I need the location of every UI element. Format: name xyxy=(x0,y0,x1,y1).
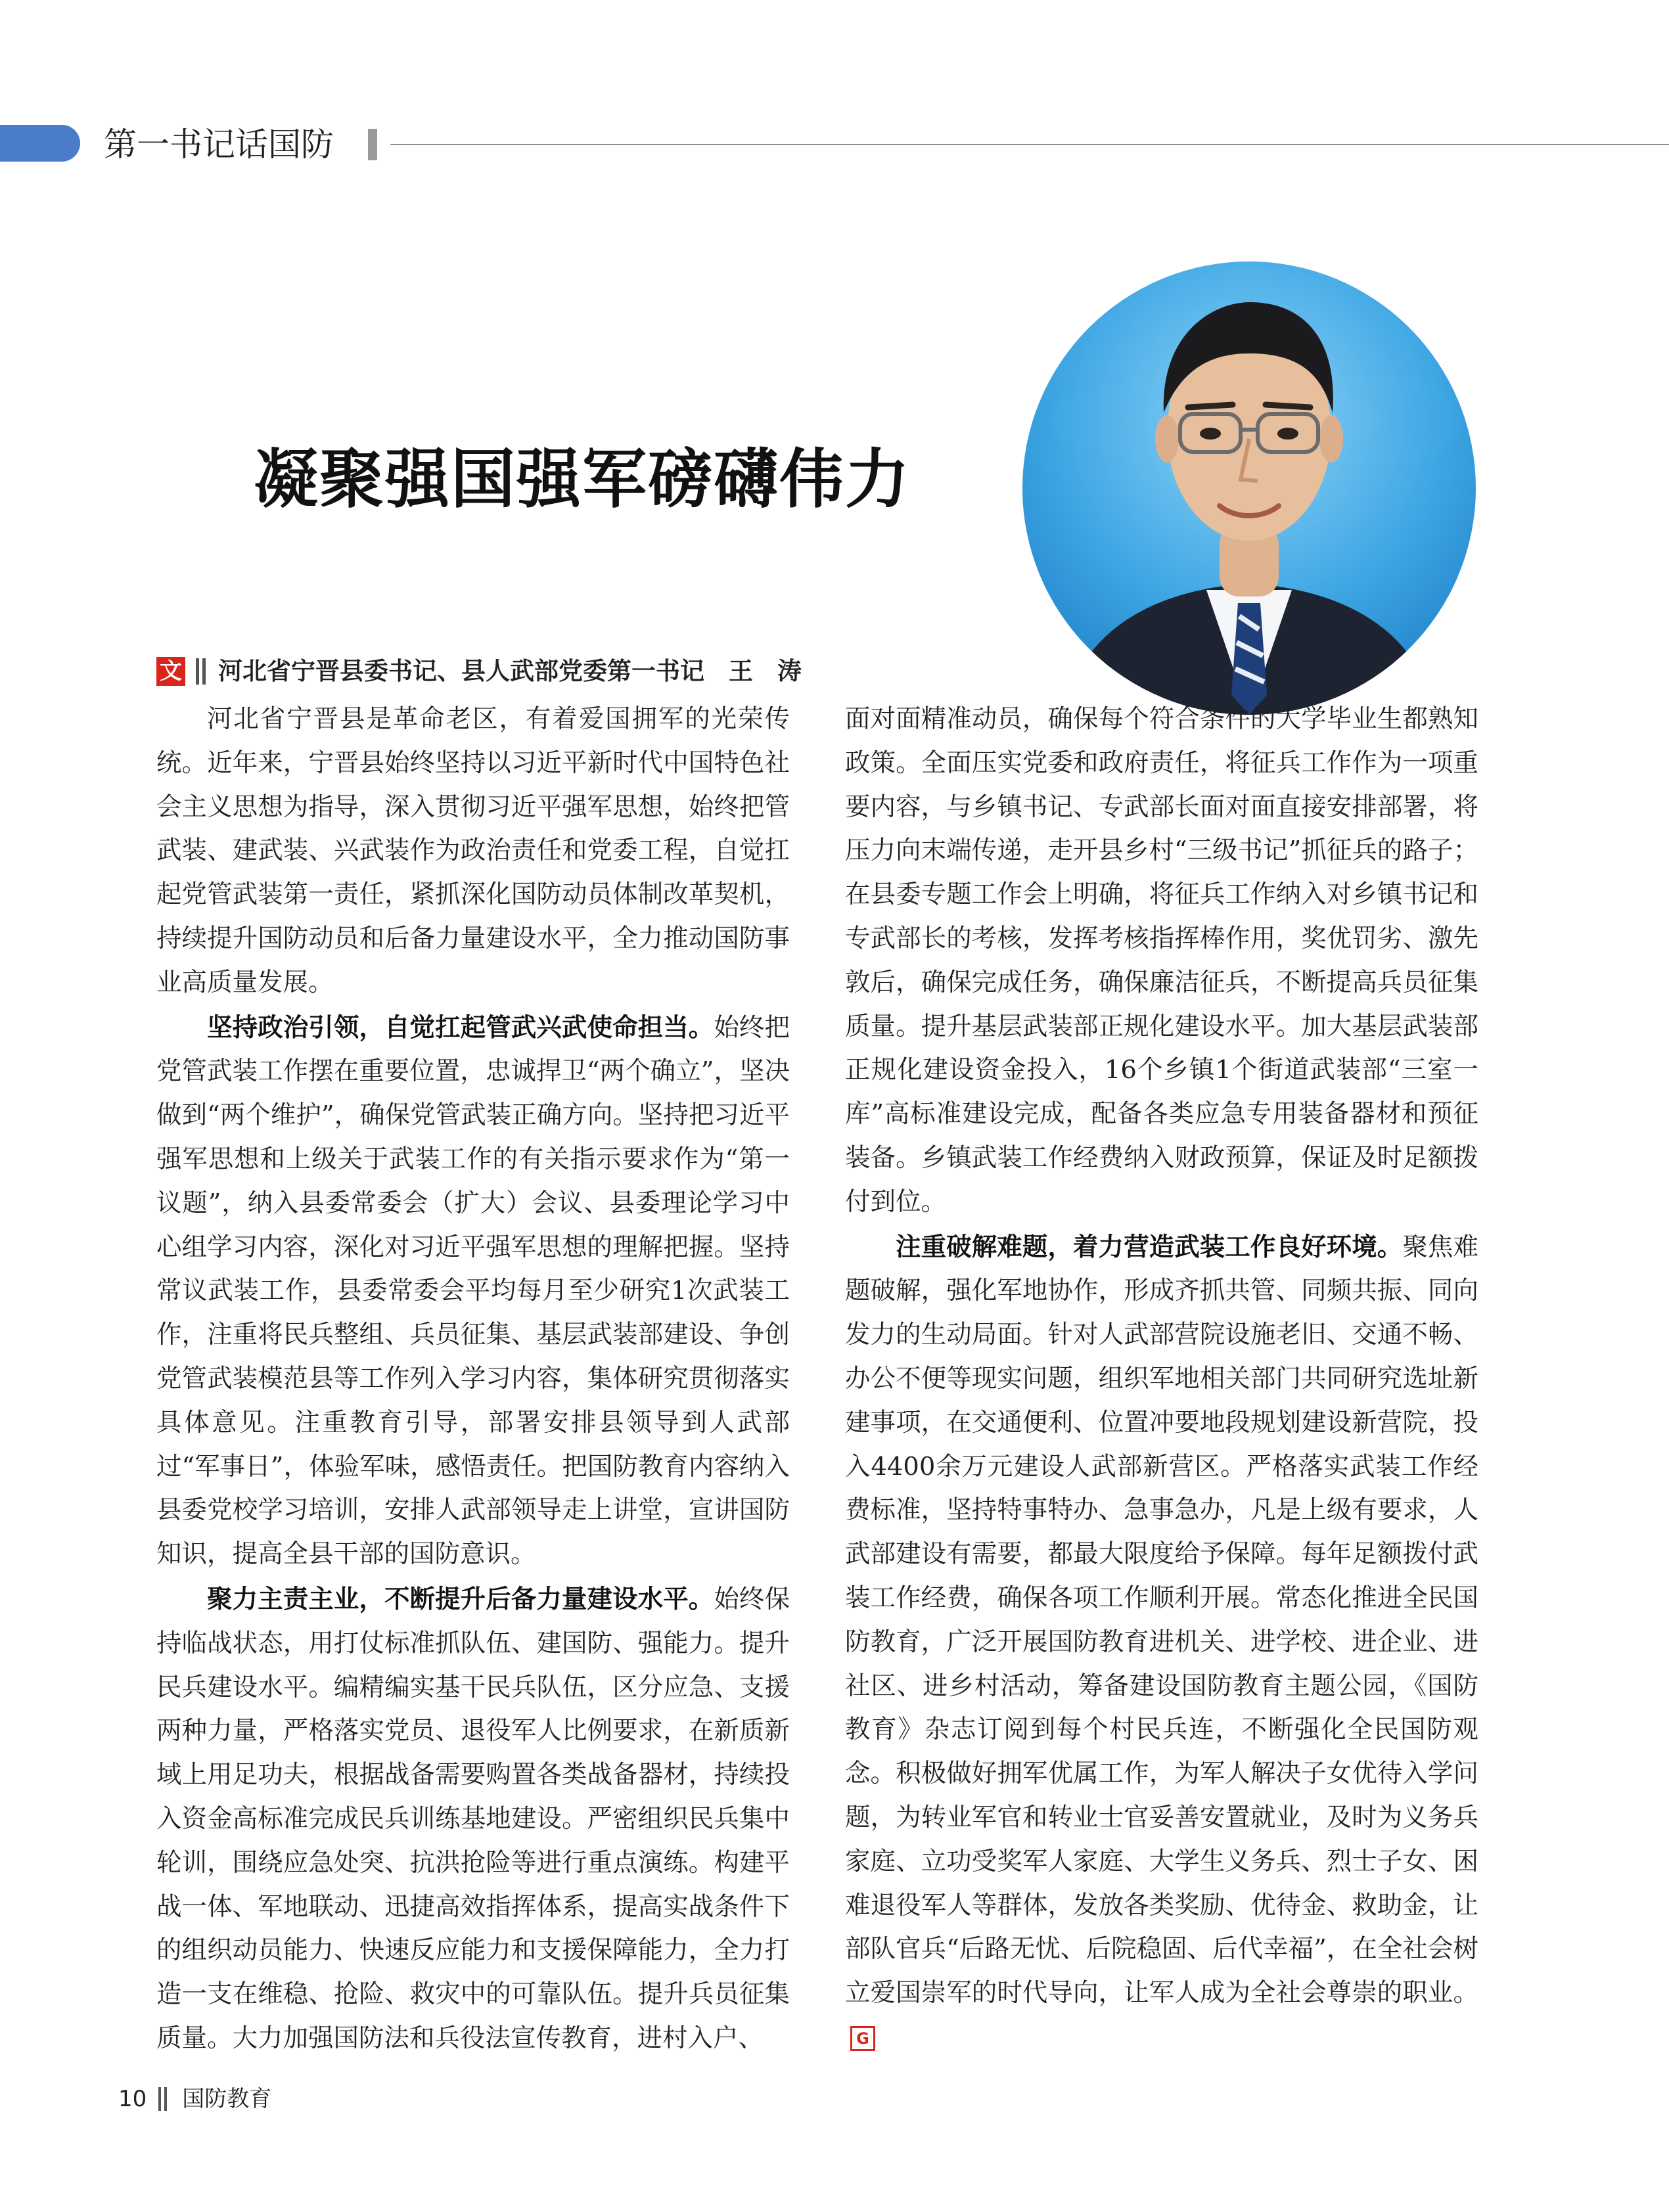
article-title: 凝聚强国强军磅礴伟力 xyxy=(254,442,911,517)
footer-separator xyxy=(158,2087,170,2111)
paragraph-lead: 坚持政治引领，自觉扛起管武兴武使命担当。 xyxy=(207,1012,714,1043)
portrait-photo xyxy=(1022,261,1476,715)
paragraph: 河北省宁晋县是革命老区，有着爱国拥军的光荣传统。近年来，宁晋县始终坚持以习近平新时代中国特色社会主义思想为指导，深入贯彻习近平强军思想，始终把管武装、建武装、兴武装作为政治责任和党委工程，自觉扛起党管武装第一责任，紧抓深化国防动员体制改革契机，持续提升国防动员和后备力量建设水平，全力推动国防事业高质量发展。 xyxy=(156,704,790,997)
end-mark-icon: G xyxy=(850,2026,875,2051)
magazine-name: 国防教育 xyxy=(182,2086,272,2112)
paragraph-lead: 聚力主责主业，不断提升后备力量建设水平。 xyxy=(207,1584,714,1614)
paragraph-lead: 注重破解难题，着力营造武装工作良好环境。 xyxy=(896,1232,1403,1262)
paragraph: 聚力主责主业，不断提升后备力量建设水平。始终保持临战状态，用打仗标准抓队伍、建国防、强能力。提升民兵建设水平。编精编实基干民兵队伍，区分应急、支援两种力量，严格落实党员、退役军人比例要求，在新质新域上用足功夫，根据战备需要购置各类战备器材，持续投入资金高标准完成民兵训练基地建设。严密组织民兵集中轮训，围绕应急处突、抗洪抢险等进行重点演练。构建平战一体、军地联动、迅捷高效指挥体系，提高实战条件下的组织动员能力、快速反应能力和支援保障能力，全力打造一支在维稳、抢险、救灾中的可靠队伍。提升兵员征集质量。大力加强国防法和兵役法宣传教育，进村入户、 xyxy=(156,1584,790,2053)
header-rule xyxy=(390,144,1669,145)
paragraph: 注重破解难题，着力营造武装工作良好环境。聚焦难题破解，强化军地协作，形成齐抓共管、同频共振、同向发力的生动局面。针对人武部营院设施老旧、交通不畅、办公不便等现实问题，组织军地相关部门共同研究选址新建事项，在交通便利、位置冲要地段规划建设新营院，投入4400余万元建设人武部新营区。严格落实武装工作经费标准，坚持特事特办、急事急办，凡是上级有要求，人武部建设有需要，都最大限度给予保障。每年足额拨付武装工作经费，确保各项工作顺利开展。常态化推进全民国防教育，广泛开展国防教育进机关、进学校、进企业、进社区、进乡村活动，筹备建设国防教育主题公园，《国防教育》杂志订阅到每个村民兵连，不断强化全民国防观念。积极做好拥军优属工作，为军人解决子女优待入学问题，为转业军官和转业士官妥善安置就业，及时为义务兵家庭、立功受奖军人家庭、大学生义务兵、烈士子女、困难退役军人等群体，发放各类奖励、优待金、救助金，让部队官兵“后路无忧、后院稳固、后代幸福”，在全社会树立爱国崇军的时代导向，让军人成为全社会尊崇的职业。G xyxy=(845,1226,1478,2060)
page-number: 10 xyxy=(118,2086,147,2112)
paragraph: 面对面精准动员，确保每个符合条件的大学毕业生都熟知政策。全面压实党委和政府责任，将征兵工作作为一项重要内容，与乡镇书记、专武部长面对面直接安排部署，将压力向末端传递，走开县乡村“三级书记”抓征兵的路子；在县委专题工作会上明确，将征兵工作纳入对乡镇书记和专武部长的考核，发挥考核指挥棒作用，奖优罚劣、激先敦后，确保完成任务，确保廉洁征兵，不断提高兵员征集质量。提升基层武装部正规化建设水平。加大基层武装部正规化建设资金投入，16个乡镇1个街道武装部“三室一库”高标准建设完成，配备各类应急专用装备器材和预征装备。乡镇武装工作经费纳入财政预算，保证及时足额拨付到位。 xyxy=(845,704,1478,1217)
wen-badge-icon: 文 xyxy=(156,657,185,686)
byline-separator xyxy=(196,658,209,685)
page-footer xyxy=(118,2083,271,2115)
right-column xyxy=(845,698,1478,2061)
header-tab xyxy=(0,125,80,162)
section-title: 第一书记话国防 xyxy=(104,125,334,164)
byline xyxy=(156,653,802,690)
section-title-bar xyxy=(368,129,377,160)
paragraph: 坚持政治引领，自觉扛起管武兴武使命担当。始终把党管武装工作摆在重要位置，忠诚捍卫“两个确立”，坚决做到“两个维护”，确保党管武装正确方向。坚持把习近平强军思想和上级关于武装工作的有关指示要求作为“第一议题”，纳入县委常委会（扩大）会议、县委理论学习中心组学习内容，深化对习近平强军思想的理解把握。坚持常议武装工作，县委常委会平均每月至少研究1次武装工作，注重将民兵整组、兵员征集、基层武装部建设、争创党管武装模范县等工作列入学习内容，集体研究贯彻落实具体意见。注重教育引导，部署安排县领导到人武部过“军事日”，体验军味，感悟责任。把国防教育内容纳入县委党校学习培训，安排人武部领导走上讲堂，宣讲国防知识，提高全县干部的国防意识。 xyxy=(156,1012,790,1569)
byline-text: 河北省宁晋县委书记、县人武部党委第一书记 王 涛 xyxy=(218,657,802,685)
left-column xyxy=(156,698,790,2062)
